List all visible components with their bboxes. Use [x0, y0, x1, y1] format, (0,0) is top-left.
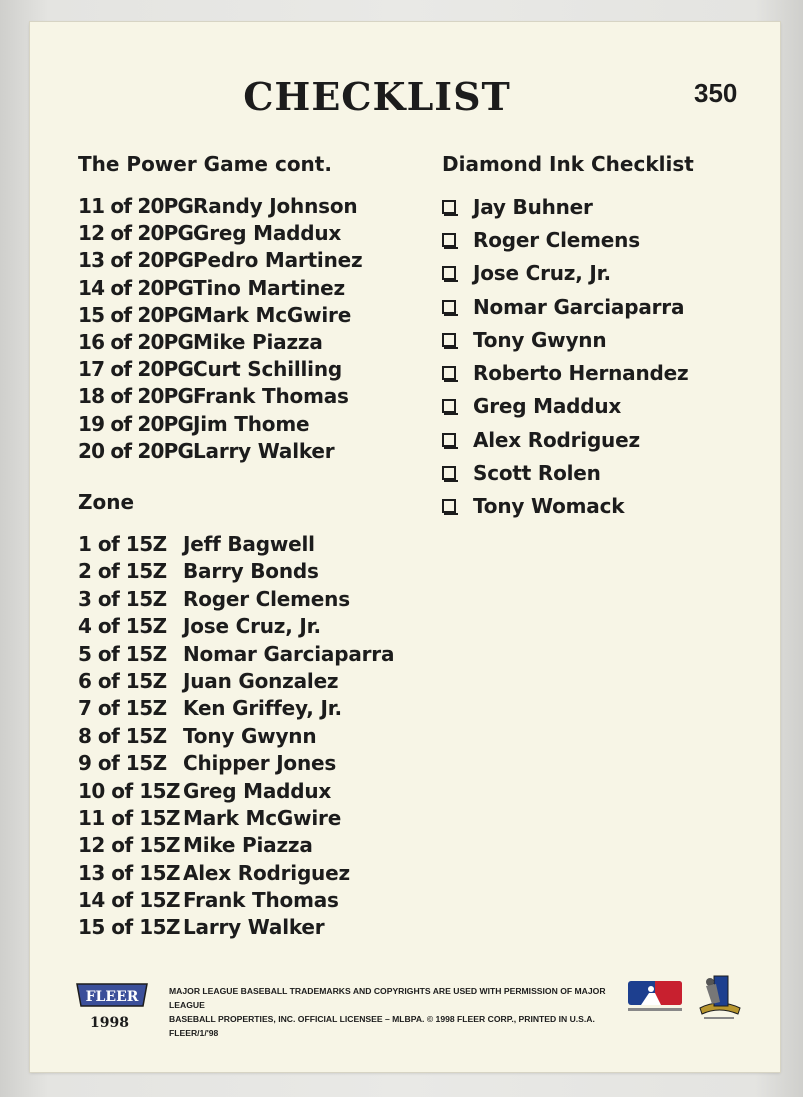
zone-player-name: Alex Rodriguez [183, 860, 350, 885]
zone-card-number: 12 of 15Z [78, 833, 181, 858]
zone-item [78, 669, 394, 696]
card-number: 350 [694, 78, 738, 108]
zone-item [78, 751, 394, 778]
power-game-card-number: 17 of 20PG [78, 357, 194, 382]
power-game-player-name: Mark McGwire [193, 302, 352, 327]
power-game-heading [78, 152, 332, 176]
diamond-ink-player-name: Greg Maddux [473, 394, 622, 419]
power-game-item [78, 330, 362, 357]
zone-item [78, 888, 394, 915]
zone-item [78, 559, 394, 586]
power-game-item [78, 221, 362, 248]
zone-card-number: 9 of 15Z [78, 751, 167, 776]
power-game-item [78, 439, 362, 466]
zone-card-number: 15 of 15Z [78, 915, 181, 940]
diamond-ink-player-name: Alex Rodriguez [473, 427, 640, 452]
zone-player-name: Chipper Jones [183, 751, 337, 776]
diamond-ink-player-name: Scott Rolen [473, 461, 601, 486]
checkbox-icon[interactable] [442, 366, 456, 380]
power-game-player-name: Curt Schilling [193, 357, 342, 382]
diamond-ink-player-name: Roger Clemens [473, 227, 640, 252]
zone-player-name: Juan Gonzalez [183, 668, 339, 693]
diamond-ink-list [442, 190, 688, 523]
zone-item [78, 806, 394, 833]
zone-player-name: Nomar Garciaparra [183, 641, 395, 666]
checkbox-icon[interactable] [442, 266, 456, 280]
power-game-card-number: 18 of 20PG [78, 384, 194, 409]
zone-item [78, 532, 394, 559]
diamond-ink-item[interactable] [442, 290, 688, 323]
checkbox-icon[interactable] [442, 333, 456, 347]
zone-heading: Zone [78, 490, 135, 514]
zone-player-name: Tony Gwynn [183, 723, 317, 748]
zone-card-number: 7 of 15Z [78, 696, 167, 721]
power-game-item [78, 276, 362, 303]
zone-card-number: 4 of 15Z [78, 614, 167, 639]
power-game-item [78, 384, 362, 411]
footer-year: 1998 [90, 1015, 129, 1031]
checkbox-icon[interactable] [442, 433, 456, 447]
mlbpa-logo [690, 968, 748, 1022]
zone-item [78, 833, 394, 860]
diamond-ink-player-name: Jose Cruz, Jr. [473, 261, 611, 286]
checklist-card [30, 22, 780, 1072]
zone-item [78, 587, 394, 614]
diamond-ink-item[interactable] [442, 456, 688, 489]
checkbox-icon[interactable] [442, 466, 456, 480]
checkbox-icon[interactable] [442, 233, 456, 247]
power-game-card-number: 14 of 20PG [78, 275, 194, 300]
power-game-player-name: Jim Thome [193, 411, 310, 436]
diamond-ink-player-name: Tony Womack [473, 494, 625, 519]
diamond-ink-item[interactable] [442, 490, 688, 523]
diamond-ink-item[interactable] [442, 223, 688, 256]
zone-item [78, 724, 394, 751]
zone-item [78, 614, 394, 641]
power-game-player-name: Frank Thomas [193, 384, 349, 409]
zone-card-number: 6 of 15Z [78, 668, 167, 693]
diamond-ink-item[interactable] [442, 257, 688, 290]
zone-player-name: Frank Thomas [183, 888, 339, 913]
diamond-ink-item[interactable] [442, 190, 688, 223]
power-game-player-name: Pedro Martinez [193, 248, 363, 273]
power-game-card-number: 20 of 20PG [78, 438, 194, 463]
zone-item [78, 779, 394, 806]
diamond-ink-item[interactable] [442, 323, 688, 356]
zone-player-name: Greg Maddux [183, 778, 332, 803]
diamond-ink-item[interactable] [442, 390, 688, 423]
zone-card-number: 1 of 15Z [78, 532, 167, 556]
power-game-list [78, 194, 362, 466]
checkbox-icon[interactable] [442, 399, 456, 413]
zone-player-name: Roger Clemens [183, 586, 350, 611]
checkbox-icon[interactable] [442, 499, 456, 513]
zone-card-number: 10 of 15Z [78, 778, 181, 803]
power-game-item [78, 248, 362, 275]
zone-player-name: Mark McGwire [183, 805, 342, 830]
power-game-player-name: Mike Piazza [193, 329, 323, 354]
power-game-card-number: 16 of 20PG [78, 329, 194, 354]
diamond-ink-player-name: Jay Buhner [473, 194, 593, 219]
zone-player-name: Jeff Bagwell [183, 532, 315, 556]
checkbox-icon[interactable] [442, 300, 456, 314]
zone-list [78, 532, 394, 943]
zone-player-name: Mike Piazza [183, 833, 313, 858]
diamond-ink-item[interactable] [442, 356, 688, 389]
zone-card-number: 8 of 15Z [78, 723, 167, 748]
diamond-ink-item[interactable] [442, 423, 688, 456]
zone-player-name: Barry Bonds [183, 559, 319, 584]
zone-item [78, 642, 394, 669]
zone-item [78, 861, 394, 888]
power-game-player-name: Tino Martinez [193, 275, 345, 300]
power-game-player-name: Randy Johnson [193, 194, 358, 218]
zone-player-name: Ken Griffey, Jr. [183, 696, 342, 721]
power-game-item [78, 412, 362, 439]
diamond-ink-player-name: Roberto Hernandez [473, 361, 689, 386]
legal-text [169, 984, 624, 1040]
zone-card-number: 11 of 15Z [78, 805, 181, 830]
legal-line-1: MAJOR LEAGUE BASEBALL TRADEMARKS AND COPYRIGHTS ARE USED WITH PERMISSION OF MAJOR LEAGUE [169, 986, 606, 1010]
power-game-card-number: 11 of 20PG [78, 194, 194, 218]
power-game-heading-cont: cont. [268, 152, 332, 176]
zone-item [78, 696, 394, 723]
power-game-item [78, 357, 362, 384]
zone-card-number: 2 of 15Z [78, 559, 167, 584]
zone-card-number: 5 of 15Z [78, 641, 167, 666]
mlb-logo [627, 980, 683, 1014]
power-game-item [78, 303, 362, 330]
legal-line-2: BASEBALL PROPERTIES, INC. OFFICIAL LICENSEE – MLBPA. © 1998 FLEER CORP., PRINTED IN U.S.A. FLEER/1/'98 [169, 1014, 595, 1038]
zone-item [78, 915, 394, 942]
diamond-ink-heading: Diamond Ink Checklist [442, 152, 694, 176]
power-game-player-name: Greg Maddux [193, 221, 342, 246]
card-title: CHECKLIST [243, 74, 511, 119]
zone-card-number: 13 of 15Z [78, 860, 181, 885]
zone-card-number: 3 of 15Z [78, 586, 167, 611]
zone-card-number: 14 of 15Z [78, 888, 181, 913]
fleer-logo [73, 980, 151, 1010]
power-game-item [78, 194, 362, 221]
fleer-logo-text: FLEER [85, 989, 139, 1005]
power-game-player-name: Larry Walker [193, 438, 335, 463]
power-game-heading-title: The Power Game [78, 152, 268, 176]
diamond-ink-player-name: Nomar Garciaparra [473, 294, 685, 319]
power-game-card-number: 12 of 20PG [78, 221, 194, 246]
checkbox-icon[interactable] [442, 200, 456, 214]
diamond-ink-player-name: Tony Gwynn [473, 327, 607, 352]
zone-player-name: Larry Walker [183, 915, 325, 940]
zone-player-name: Jose Cruz, Jr. [183, 614, 321, 639]
power-game-card-number: 19 of 20PG [78, 411, 194, 436]
power-game-card-number: 13 of 20PG [78, 248, 194, 273]
power-game-card-number: 15 of 20PG [78, 302, 194, 327]
